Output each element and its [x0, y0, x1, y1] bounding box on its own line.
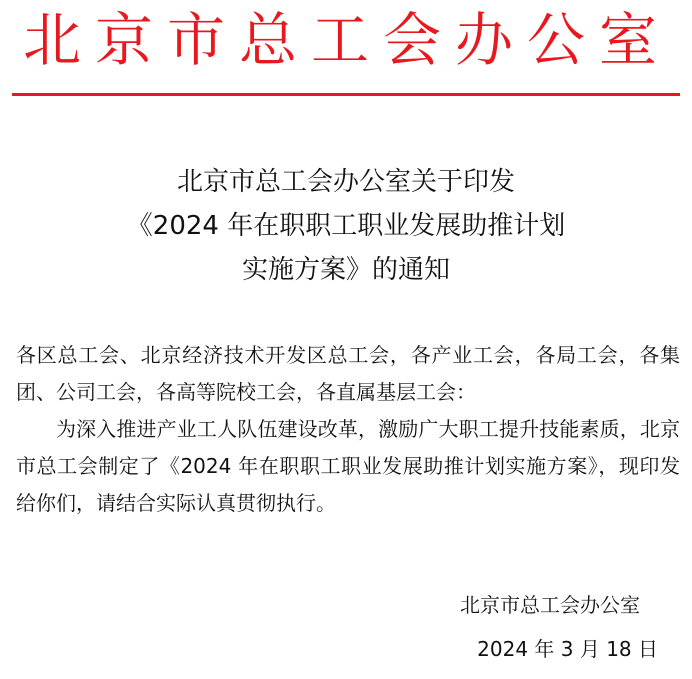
document-header	[0, 0, 692, 96]
header-red-rule	[12, 93, 680, 96]
title-line-3: 实施方案》的通知	[241, 255, 450, 285]
document-body	[16, 337, 680, 522]
org-name-heading: 北京市总工会办公室	[22, 6, 671, 74]
recipients-paragraph: 各区总工会、北京经济技术开发区总工会，各产业工会，各局工会，各集团、公司工会，各高等院校工会，各直属基层工会：	[16, 343, 680, 404]
content-paragraph: 为深入推进产业工人队伍建设改革，激励广大职工提升技能素质，北京市总工会制定了《2024 年在职职工职业发展助推计划实施方案》，现印发给你们，请结合实际认真贯彻执行。	[16, 417, 680, 515]
issuer-signature: 北京市总工会办公室	[460, 593, 640, 617]
document-title	[20, 160, 672, 292]
title-line-2: 《2024 年在职职工职业发展助推计划	[126, 211, 566, 241]
title-line-1: 北京市总工会办公室关于印发	[176, 167, 515, 197]
issue-date: 2024 年 3 月 18 日	[477, 637, 658, 661]
